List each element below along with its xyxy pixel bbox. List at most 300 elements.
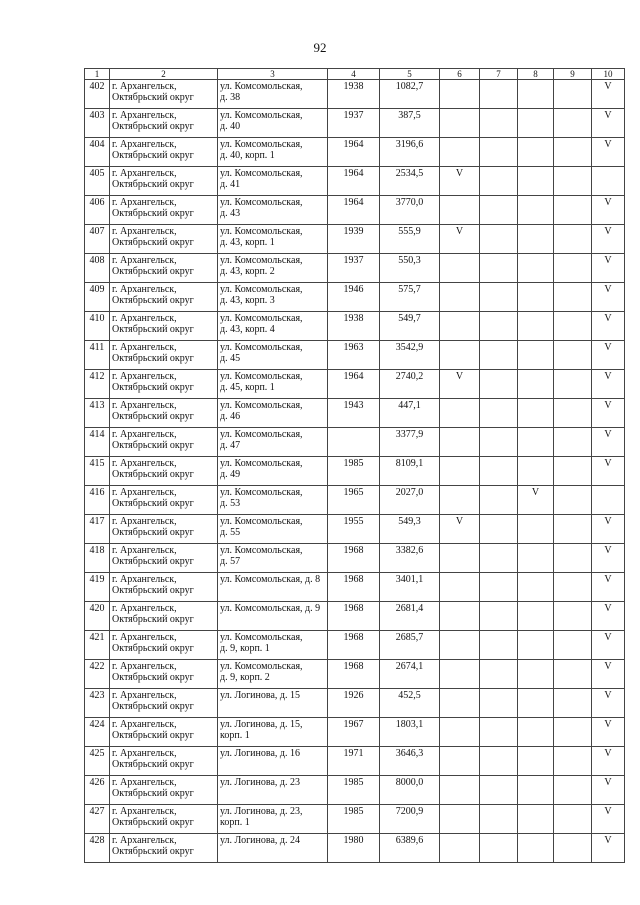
mark-cell-10: V xyxy=(592,776,625,805)
city-cell: г. Архангельск, Октябрьский округ xyxy=(110,254,218,283)
mark-cell-7 xyxy=(480,167,518,196)
mark-cell-8 xyxy=(518,747,554,776)
mark-cell-10: V xyxy=(592,80,625,109)
year-cell: 1985 xyxy=(328,457,380,486)
mark-cell-6 xyxy=(440,689,480,718)
mark-cell-6 xyxy=(440,805,480,834)
row-number-cell: 404 xyxy=(85,138,110,167)
mark-cell-10: V xyxy=(592,341,625,370)
city-cell: г. Архангельск, Октябрьский округ xyxy=(110,515,218,544)
mark-cell-7 xyxy=(480,109,518,138)
mark-cell-8 xyxy=(518,718,554,747)
city-cell: г. Архангельск, Октябрьский округ xyxy=(110,428,218,457)
area-cell: 2685,7 xyxy=(380,631,440,660)
mark-cell-10: V xyxy=(592,602,625,631)
year-cell: 1937 xyxy=(328,254,380,283)
mark-cell-10: V xyxy=(592,747,625,776)
address-cell: ул. Комсомольская, д. 40, корп. 1 xyxy=(218,138,328,167)
city-cell: г. Архангельск, Октябрьский округ xyxy=(110,225,218,254)
year-cell: 1946 xyxy=(328,283,380,312)
city-cell: г. Архангельск, Октябрьский округ xyxy=(110,109,218,138)
mark-cell-9 xyxy=(554,196,592,225)
row-number-cell: 420 xyxy=(85,602,110,631)
mark-cell-8 xyxy=(518,573,554,602)
mark-cell-7 xyxy=(480,834,518,863)
mark-cell-10: V xyxy=(592,370,625,399)
column-number-row xyxy=(85,69,625,80)
mark-cell-6 xyxy=(440,660,480,689)
address-cell: ул. Комсомольская, д. 40 xyxy=(218,109,328,138)
mark-cell-9 xyxy=(554,602,592,631)
address-cell: ул. Комсомольская, д. 9, корп. 2 xyxy=(218,660,328,689)
city-cell: г. Архангельск, Октябрьский округ xyxy=(110,602,218,631)
area-cell: 8109,1 xyxy=(380,457,440,486)
address-cell: ул. Комсомольская, д. 53 xyxy=(218,486,328,515)
table-row xyxy=(85,689,625,718)
row-number-cell: 408 xyxy=(85,254,110,283)
mark-cell-6 xyxy=(440,109,480,138)
column-header: 10 xyxy=(592,69,625,80)
mark-cell-8 xyxy=(518,399,554,428)
table-row xyxy=(85,225,625,254)
mark-cell-10: V xyxy=(592,428,625,457)
year-cell: 1965 xyxy=(328,486,380,515)
table-body xyxy=(85,80,625,863)
mark-cell-7 xyxy=(480,747,518,776)
mark-cell-9 xyxy=(554,776,592,805)
area-cell: 387,5 xyxy=(380,109,440,138)
mark-cell-9 xyxy=(554,747,592,776)
mark-cell-6 xyxy=(440,283,480,312)
mark-cell-9 xyxy=(554,370,592,399)
table-row xyxy=(85,167,625,196)
row-number-cell: 406 xyxy=(85,196,110,225)
row-number-cell: 419 xyxy=(85,573,110,602)
mark-cell-9 xyxy=(554,834,592,863)
mark-cell-10 xyxy=(592,167,625,196)
address-cell: ул. Комсомольская, д. 8 xyxy=(218,573,328,602)
year-cell: 1971 xyxy=(328,747,380,776)
mark-cell-8 xyxy=(518,370,554,399)
mark-cell-10: V xyxy=(592,718,625,747)
city-cell: г. Архангельск, Октябрьский округ xyxy=(110,834,218,863)
year-cell: 1985 xyxy=(328,776,380,805)
column-header: 5 xyxy=(380,69,440,80)
table-row xyxy=(85,283,625,312)
mark-cell-7 xyxy=(480,254,518,283)
city-cell: г. Архангельск, Октябрьский округ xyxy=(110,341,218,370)
mark-cell-10: V xyxy=(592,196,625,225)
mark-cell-9 xyxy=(554,660,592,689)
table-row xyxy=(85,573,625,602)
mark-cell-9 xyxy=(554,283,592,312)
mark-cell-6 xyxy=(440,776,480,805)
mark-cell-10: V xyxy=(592,225,625,254)
area-cell: 452,5 xyxy=(380,689,440,718)
area-cell: 8000,0 xyxy=(380,776,440,805)
mark-cell-9 xyxy=(554,515,592,544)
year-cell: 1964 xyxy=(328,138,380,167)
mark-cell-9 xyxy=(554,573,592,602)
mark-cell-8 xyxy=(518,631,554,660)
address-cell: ул. Комсомольская, д. 43, корп. 4 xyxy=(218,312,328,341)
year-cell: 1968 xyxy=(328,631,380,660)
city-cell: г. Архангельск, Октябрьский округ xyxy=(110,689,218,718)
mark-cell-7 xyxy=(480,631,518,660)
city-cell: г. Архангельск, Октябрьский округ xyxy=(110,718,218,747)
mark-cell-7 xyxy=(480,80,518,109)
address-cell: ул. Комсомольская, д. 9, корп. 1 xyxy=(218,631,328,660)
address-cell: ул. Комсомольская, д. 41 xyxy=(218,167,328,196)
row-number-cell: 423 xyxy=(85,689,110,718)
mark-cell-6: V xyxy=(440,370,480,399)
mark-cell-9 xyxy=(554,399,592,428)
address-cell: ул. Комсомольская, д. 38 xyxy=(218,80,328,109)
area-cell: 1082,7 xyxy=(380,80,440,109)
area-cell: 3196,6 xyxy=(380,138,440,167)
area-cell: 447,1 xyxy=(380,399,440,428)
table-row xyxy=(85,747,625,776)
mark-cell-6 xyxy=(440,341,480,370)
city-cell: г. Архангельск, Октябрьский округ xyxy=(110,457,218,486)
mark-cell-6 xyxy=(440,573,480,602)
mark-cell-6: V xyxy=(440,225,480,254)
area-cell: 555,9 xyxy=(380,225,440,254)
table-row xyxy=(85,109,625,138)
year-cell: 1964 xyxy=(328,370,380,399)
mark-cell-6 xyxy=(440,457,480,486)
address-cell: ул. Комсомольская, д. 45 xyxy=(218,341,328,370)
address-cell: ул. Логинова, д. 15, корп. 1 xyxy=(218,718,328,747)
row-number-cell: 411 xyxy=(85,341,110,370)
area-cell: 575,7 xyxy=(380,283,440,312)
mark-cell-7 xyxy=(480,515,518,544)
row-number-cell: 402 xyxy=(85,80,110,109)
year-cell: 1955 xyxy=(328,515,380,544)
mark-cell-9 xyxy=(554,544,592,573)
area-cell: 3382,6 xyxy=(380,544,440,573)
mark-cell-7 xyxy=(480,341,518,370)
mark-cell-10: V xyxy=(592,283,625,312)
address-cell: ул. Логинова, д. 24 xyxy=(218,834,328,863)
city-cell: г. Архангельск, Октябрьский округ xyxy=(110,370,218,399)
mark-cell-8 xyxy=(518,776,554,805)
row-number-cell: 416 xyxy=(85,486,110,515)
city-cell: г. Архангельск, Октябрьский округ xyxy=(110,283,218,312)
mark-cell-10: V xyxy=(592,805,625,834)
row-number-cell: 425 xyxy=(85,747,110,776)
year-cell xyxy=(328,428,380,457)
area-cell: 1803,1 xyxy=(380,718,440,747)
year-cell: 1968 xyxy=(328,660,380,689)
mark-cell-8 xyxy=(518,254,554,283)
mark-cell-8 xyxy=(518,80,554,109)
area-cell: 7200,9 xyxy=(380,805,440,834)
mark-cell-10: V xyxy=(592,660,625,689)
table-row xyxy=(85,486,625,515)
address-cell: ул. Комсомольская, д. 43, корп. 1 xyxy=(218,225,328,254)
mark-cell-8 xyxy=(518,689,554,718)
year-cell: 1968 xyxy=(328,573,380,602)
mark-cell-10 xyxy=(592,486,625,515)
mark-cell-7 xyxy=(480,283,518,312)
mark-cell-6 xyxy=(440,80,480,109)
mark-cell-8 xyxy=(518,138,554,167)
city-cell: г. Архангельск, Октябрьский округ xyxy=(110,631,218,660)
table-row xyxy=(85,776,625,805)
city-cell: г. Архангельск, Октябрьский округ xyxy=(110,138,218,167)
mark-cell-10: V xyxy=(592,544,625,573)
table-row xyxy=(85,718,625,747)
area-cell: 2674,1 xyxy=(380,660,440,689)
year-cell: 1967 xyxy=(328,718,380,747)
registry-table xyxy=(84,68,625,863)
mark-cell-7 xyxy=(480,486,518,515)
area-cell: 3401,1 xyxy=(380,573,440,602)
area-cell: 550,3 xyxy=(380,254,440,283)
mark-cell-8 xyxy=(518,805,554,834)
row-number-cell: 428 xyxy=(85,834,110,863)
address-cell: ул. Комсомольская, д. 46 xyxy=(218,399,328,428)
mark-cell-8 xyxy=(518,544,554,573)
mark-cell-8 xyxy=(518,341,554,370)
mark-cell-7 xyxy=(480,399,518,428)
mark-cell-10: V xyxy=(592,399,625,428)
mark-cell-9 xyxy=(554,486,592,515)
address-cell: ул. Логинова, д. 16 xyxy=(218,747,328,776)
mark-cell-9 xyxy=(554,805,592,834)
row-number-cell: 414 xyxy=(85,428,110,457)
year-cell: 1938 xyxy=(328,312,380,341)
row-number-cell: 405 xyxy=(85,167,110,196)
mark-cell-8 xyxy=(518,109,554,138)
mark-cell-10: V xyxy=(592,515,625,544)
mark-cell-6: V xyxy=(440,515,480,544)
mark-cell-6 xyxy=(440,602,480,631)
address-cell: ул. Комсомольская, д. 43, корп. 3 xyxy=(218,283,328,312)
table-row xyxy=(85,370,625,399)
mark-cell-7 xyxy=(480,805,518,834)
row-number-cell: 418 xyxy=(85,544,110,573)
year-cell: 1968 xyxy=(328,544,380,573)
mark-cell-8 xyxy=(518,167,554,196)
table-row xyxy=(85,138,625,167)
mark-cell-7 xyxy=(480,457,518,486)
city-cell: г. Архангельск, Октябрьский округ xyxy=(110,573,218,602)
mark-cell-6 xyxy=(440,718,480,747)
city-cell: г. Архангельск, Октябрьский округ xyxy=(110,747,218,776)
row-number-cell: 412 xyxy=(85,370,110,399)
table-row xyxy=(85,457,625,486)
mark-cell-8 xyxy=(518,834,554,863)
page-number: 92 xyxy=(313,40,327,55)
mark-cell-9 xyxy=(554,428,592,457)
year-cell: 1963 xyxy=(328,341,380,370)
area-cell: 2534,5 xyxy=(380,167,440,196)
table-row xyxy=(85,602,625,631)
address-cell: ул. Логинова, д. 23, корп. 1 xyxy=(218,805,328,834)
column-header: 4 xyxy=(328,69,380,80)
area-cell: 3542,9 xyxy=(380,341,440,370)
year-cell: 1985 xyxy=(328,805,380,834)
address-cell: ул. Комсомольская, д. 43, корп. 2 xyxy=(218,254,328,283)
area-cell: 3646,3 xyxy=(380,747,440,776)
row-number-cell: 407 xyxy=(85,225,110,254)
address-cell: ул. Комсомольская, д. 43 xyxy=(218,196,328,225)
mark-cell-10: V xyxy=(592,109,625,138)
city-cell: г. Архангельск, Октябрьский округ xyxy=(110,196,218,225)
table-row xyxy=(85,834,625,863)
mark-cell-8 xyxy=(518,457,554,486)
city-cell: г. Архангельск, Октябрьский округ xyxy=(110,776,218,805)
mark-cell-6 xyxy=(440,254,480,283)
mark-cell-6 xyxy=(440,631,480,660)
mark-cell-9 xyxy=(554,109,592,138)
address-cell: ул. Комсомольская, д. 47 xyxy=(218,428,328,457)
mark-cell-7 xyxy=(480,544,518,573)
year-cell: 1964 xyxy=(328,196,380,225)
city-cell: г. Архангельск, Октябрьский округ xyxy=(110,660,218,689)
mark-cell-10: V xyxy=(592,457,625,486)
mark-cell-8 xyxy=(518,602,554,631)
mark-cell-9 xyxy=(554,138,592,167)
mark-cell-8 xyxy=(518,428,554,457)
year-cell: 1964 xyxy=(328,167,380,196)
mark-cell-7 xyxy=(480,689,518,718)
row-number-cell: 427 xyxy=(85,805,110,834)
area-cell: 549,7 xyxy=(380,312,440,341)
mark-cell-8 xyxy=(518,196,554,225)
area-cell: 3770,0 xyxy=(380,196,440,225)
mark-cell-7 xyxy=(480,225,518,254)
mark-cell-9 xyxy=(554,689,592,718)
address-cell: ул. Комсомольская, д. 9 xyxy=(218,602,328,631)
mark-cell-6 xyxy=(440,544,480,573)
mark-cell-9 xyxy=(554,631,592,660)
mark-cell-6 xyxy=(440,399,480,428)
row-number-cell: 426 xyxy=(85,776,110,805)
mark-cell-6 xyxy=(440,834,480,863)
table-row xyxy=(85,341,625,370)
mark-cell-10: V xyxy=(592,631,625,660)
table-row xyxy=(85,515,625,544)
mark-cell-7 xyxy=(480,370,518,399)
mark-cell-8 xyxy=(518,515,554,544)
mark-cell-7 xyxy=(480,428,518,457)
column-header: 3 xyxy=(218,69,328,80)
mark-cell-8: V xyxy=(518,486,554,515)
row-number-cell: 417 xyxy=(85,515,110,544)
table-row xyxy=(85,254,625,283)
area-cell: 2740,2 xyxy=(380,370,440,399)
address-cell: ул. Комсомольская, д. 57 xyxy=(218,544,328,573)
mark-cell-9 xyxy=(554,718,592,747)
row-number-cell: 424 xyxy=(85,718,110,747)
mark-cell-6 xyxy=(440,138,480,167)
mark-cell-7 xyxy=(480,602,518,631)
mark-cell-8 xyxy=(518,225,554,254)
mark-cell-6 xyxy=(440,486,480,515)
row-number-cell: 422 xyxy=(85,660,110,689)
address-cell: ул. Логинова, д. 23 xyxy=(218,776,328,805)
city-cell: г. Архангельск, Октябрьский округ xyxy=(110,312,218,341)
mark-cell-6 xyxy=(440,196,480,225)
column-header: 2 xyxy=(110,69,218,80)
address-cell: ул. Комсомольская, д. 55 xyxy=(218,515,328,544)
table-row xyxy=(85,660,625,689)
mark-cell-7 xyxy=(480,138,518,167)
mark-cell-7 xyxy=(480,312,518,341)
row-number-cell: 409 xyxy=(85,283,110,312)
mark-cell-9 xyxy=(554,167,592,196)
table-row xyxy=(85,428,625,457)
mark-cell-7 xyxy=(480,660,518,689)
column-header: 8 xyxy=(518,69,554,80)
year-cell: 1938 xyxy=(328,80,380,109)
table-row xyxy=(85,399,625,428)
address-cell: ул. Комсомольская, д. 45, корп. 1 xyxy=(218,370,328,399)
mark-cell-10: V xyxy=(592,312,625,341)
mark-cell-9 xyxy=(554,225,592,254)
mark-cell-10: V xyxy=(592,138,625,167)
area-cell: 2027,0 xyxy=(380,486,440,515)
column-header: 6 xyxy=(440,69,480,80)
area-cell: 549,3 xyxy=(380,515,440,544)
year-cell: 1980 xyxy=(328,834,380,863)
mark-cell-6: V xyxy=(440,167,480,196)
year-cell: 1968 xyxy=(328,602,380,631)
city-cell: г. Архангельск, Октябрьский округ xyxy=(110,544,218,573)
row-number-cell: 410 xyxy=(85,312,110,341)
mark-cell-8 xyxy=(518,283,554,312)
mark-cell-9 xyxy=(554,312,592,341)
column-header: 9 xyxy=(554,69,592,80)
table-row xyxy=(85,80,625,109)
mark-cell-6 xyxy=(440,428,480,457)
table-row xyxy=(85,544,625,573)
row-number-cell: 421 xyxy=(85,631,110,660)
mark-cell-9 xyxy=(554,341,592,370)
row-number-cell: 415 xyxy=(85,457,110,486)
table-row xyxy=(85,312,625,341)
mark-cell-7 xyxy=(480,776,518,805)
mark-cell-10: V xyxy=(592,254,625,283)
table-row xyxy=(85,805,625,834)
area-cell: 6389,6 xyxy=(380,834,440,863)
mark-cell-7 xyxy=(480,573,518,602)
year-cell: 1939 xyxy=(328,225,380,254)
address-cell: ул. Логинова, д. 15 xyxy=(218,689,328,718)
column-header: 7 xyxy=(480,69,518,80)
city-cell: г. Архангельск, Октябрьский округ xyxy=(110,805,218,834)
mark-cell-7 xyxy=(480,196,518,225)
city-cell: г. Архангельск, Октябрьский округ xyxy=(110,486,218,515)
mark-cell-9 xyxy=(554,254,592,283)
mark-cell-8 xyxy=(518,312,554,341)
area-cell: 3377,9 xyxy=(380,428,440,457)
mark-cell-8 xyxy=(518,660,554,689)
column-header: 1 xyxy=(85,69,110,80)
mark-cell-10: V xyxy=(592,834,625,863)
address-cell: ул. Комсомольская, д. 49 xyxy=(218,457,328,486)
mark-cell-6 xyxy=(440,312,480,341)
mark-cell-7 xyxy=(480,718,518,747)
table-row xyxy=(85,196,625,225)
row-number-cell: 403 xyxy=(85,109,110,138)
year-cell: 1926 xyxy=(328,689,380,718)
mark-cell-9 xyxy=(554,457,592,486)
row-number-cell: 413 xyxy=(85,399,110,428)
